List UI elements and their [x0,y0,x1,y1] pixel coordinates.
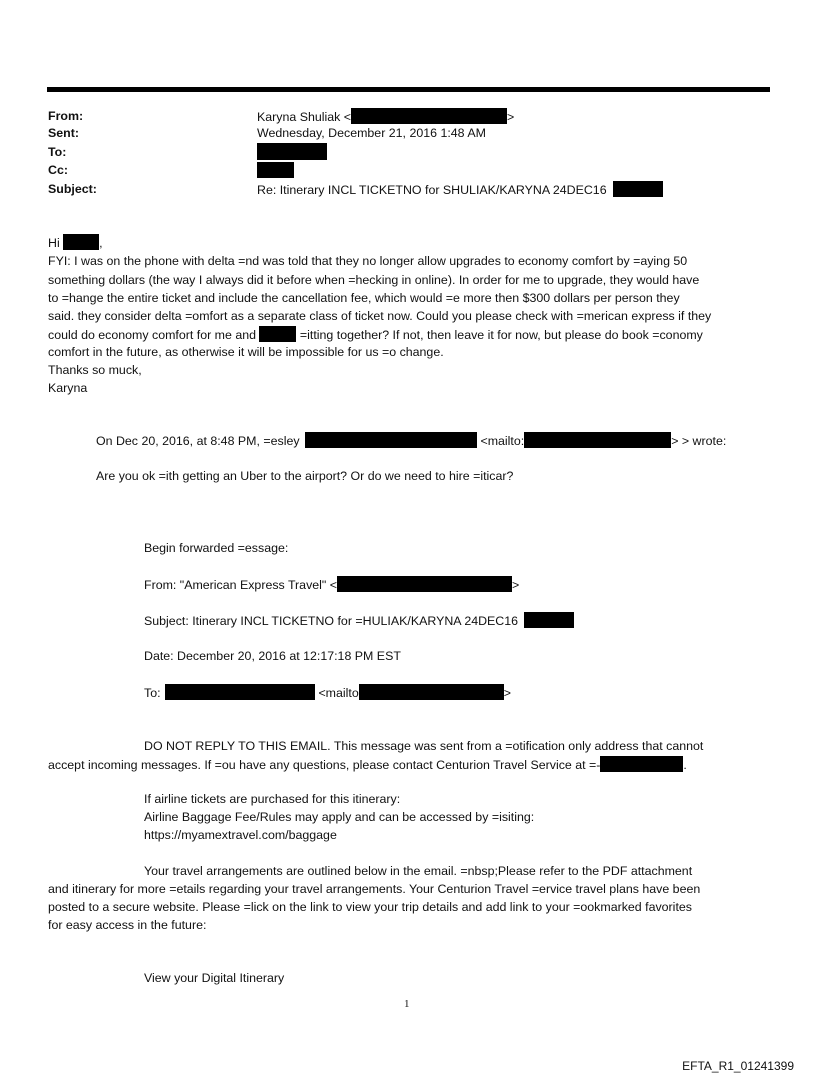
forwarded-subject-text: Subject: Itinerary INCL TICKETNO for =HULIAK/KARYNA 24DEC16 [144,614,519,628]
from-close: > [507,110,515,124]
redaction-sender-email [305,432,477,448]
notice-line-2-text: accept incoming messages. If =ou have any questions, please contact Centurion Travel Service at =- [48,758,601,772]
reply-signature: Karyna [48,381,88,395]
reply-line-5 [48,326,703,344]
quoted-mailto: <mailto: [480,434,525,448]
reply-line-1: FYI: I was on the phone with delta =nd was told that they no longer allow upgrades to economy comfort by =aying 50 [48,254,688,268]
redaction-sender-mailto [524,432,671,448]
baggage-line-1: If airline tickets are purchased for this itinerary: [144,792,401,806]
arrangements-line-4: for easy access in the future: [48,918,207,932]
baggage-link[interactable]: https://myamextravel.com/baggage [144,828,337,842]
notice-line-1: DO NOT REPLY TO THIS EMAIL. This message was sent from a =otification only address that cannot [144,739,704,753]
reply-line-5b: =itting together? If not, then leave it for now, but please do book =conomy [299,328,703,342]
to-value [257,143,327,162]
reply-line-7: Thanks so muck, [48,363,142,377]
forwarded-begin: Begin forwarded =essage: [144,541,289,555]
to-label: To: [48,145,67,159]
digital-itinerary-link[interactable]: View your Digital Itinerary [144,971,285,985]
forwarded-from-text: From: "American Express Travel" < [144,578,337,592]
reply-line-6: comfort in the future, as otherwise it will be impossible for us =o change. [48,345,444,359]
redaction-forwarded-subject [524,612,574,628]
redaction-companion-name [259,326,296,342]
redaction-subject [613,181,663,197]
redaction-to [257,143,327,160]
redaction-phone [600,756,683,772]
forwarded-to [144,684,511,702]
page-number: 1 [404,998,410,1010]
sent-value: Wednesday, December 21, 2016 1:48 AM [257,126,486,140]
greeting [48,234,103,252]
from-label: From: [48,109,84,123]
notice-period: . [683,758,687,772]
document-id: EFTA_R1_01241399 [682,1059,794,1073]
forwarded-to-label: To: [144,686,161,700]
subject-text: Re: Itinerary INCL TICKETNO for SHULIAK/KARYNA 24DEC16 [257,183,607,197]
header-rule [47,87,770,92]
forwarded-to-close: > [503,686,511,700]
forwarded-to-mailto: <mailto [318,686,359,700]
redaction-forwarded-to [165,684,315,700]
greeting-text: Hi [48,236,60,250]
arrangements-line-1: Your travel arrangements are outlined below in the email. =nbsp;Please refer to the PDF attachment [144,864,693,878]
uber-question: Are you ok =ith getting an Uber to the airport? Or do we need to hire =iticar? [96,469,514,483]
redaction-greeting-name [63,234,99,250]
forwarded-date: Date: December 20, 2016 at 12:17:18 PM EST [144,649,401,663]
forwarded-from-close: > [512,578,520,592]
reply-line-3: to =hange the entire ticket and include the cancellation fee, which would =e more then $300 dollars per person they [48,291,680,305]
redaction-from-email [351,108,507,124]
cc-value [257,162,294,180]
from-value [257,108,514,126]
baggage-line-2: Airline Baggage Fee/Rules may apply and can be accessed by =isiting: [144,810,535,824]
redaction-amex-email [337,576,512,592]
forwarded-subject [144,612,574,630]
quoted-wrote: > > wrote: [671,434,727,448]
sent-label: Sent: [48,126,79,140]
from-name: Karyna Shuliak < [257,110,352,124]
arrangements-line-3: posted to a secure website. Please =lick on the link to view your trip details and add link to your =ookmarked favorites [48,900,692,914]
greeting-comma: , [99,236,103,250]
quoted-date-text: On Dec 20, 2016, at 8:48 PM, =esley [96,434,300,448]
arrangements-line-2: and itinerary for more =etails regarding your travel arrangements. Your Centurion Travel =ervice travel plans have been [48,882,701,896]
reply-line-4: said. they consider delta =omfort as a separate class of ticket now. Could you please check with =merican express if they [48,309,712,323]
quoted-attribution [96,432,726,450]
notice-line-2 [48,756,687,774]
reply-line-2: something dollars (the way I always did it before when =hecking in online). In order for me to upgrade, they would have [48,273,700,287]
cc-label: Cc: [48,163,68,177]
reply-line-5a: could do economy comfort for me and [48,328,256,342]
subject-label: Subject: [48,182,97,196]
redaction-cc [257,162,294,178]
forwarded-from [144,576,519,594]
subject-value [257,181,663,199]
redaction-forwarded-mailto [359,684,504,700]
